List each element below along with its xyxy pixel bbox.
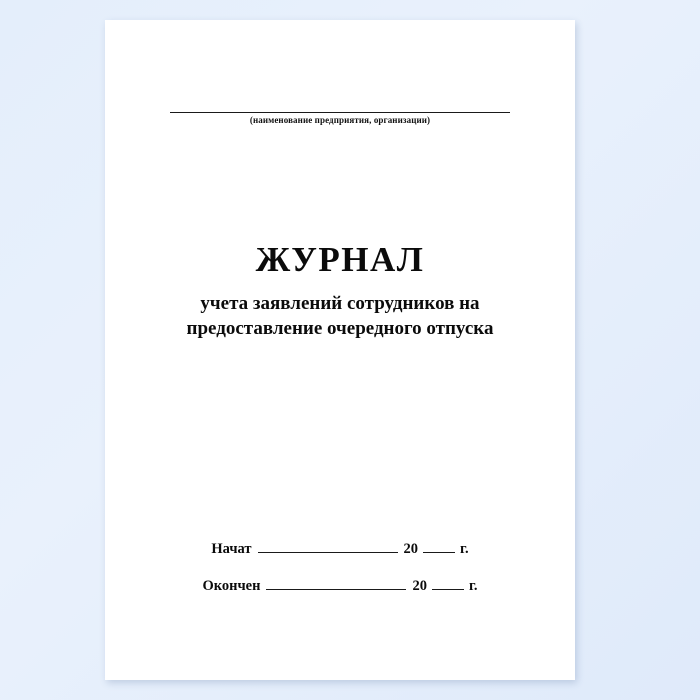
title-block (105, 242, 575, 342)
finished-year-suffix: г. (468, 578, 478, 594)
started-label: Начат (211, 541, 252, 557)
footer-fields (105, 540, 575, 614)
started-year-rule (423, 540, 455, 553)
field-row-started (105, 540, 575, 558)
started-year-suffix: г. (460, 541, 469, 557)
finished-date-rule (266, 577, 406, 590)
document-title: ЖУРНАЛ (255, 240, 425, 279)
finished-year-rule (432, 577, 464, 590)
document-page (105, 20, 575, 680)
organization-name-block (105, 98, 575, 125)
document-subtitle: учета заявлений сотрудников на предоставление очередного отпуска (186, 292, 494, 340)
finished-year-prefix: 20 (412, 578, 427, 594)
organization-name-rule (170, 98, 510, 113)
finished-label: Окончен (202, 578, 261, 594)
started-date-rule (258, 540, 398, 553)
started-year-prefix: 20 (403, 541, 419, 557)
organization-name-caption: (наименование предприятия, организации) (249, 115, 431, 125)
field-row-finished (105, 577, 575, 595)
